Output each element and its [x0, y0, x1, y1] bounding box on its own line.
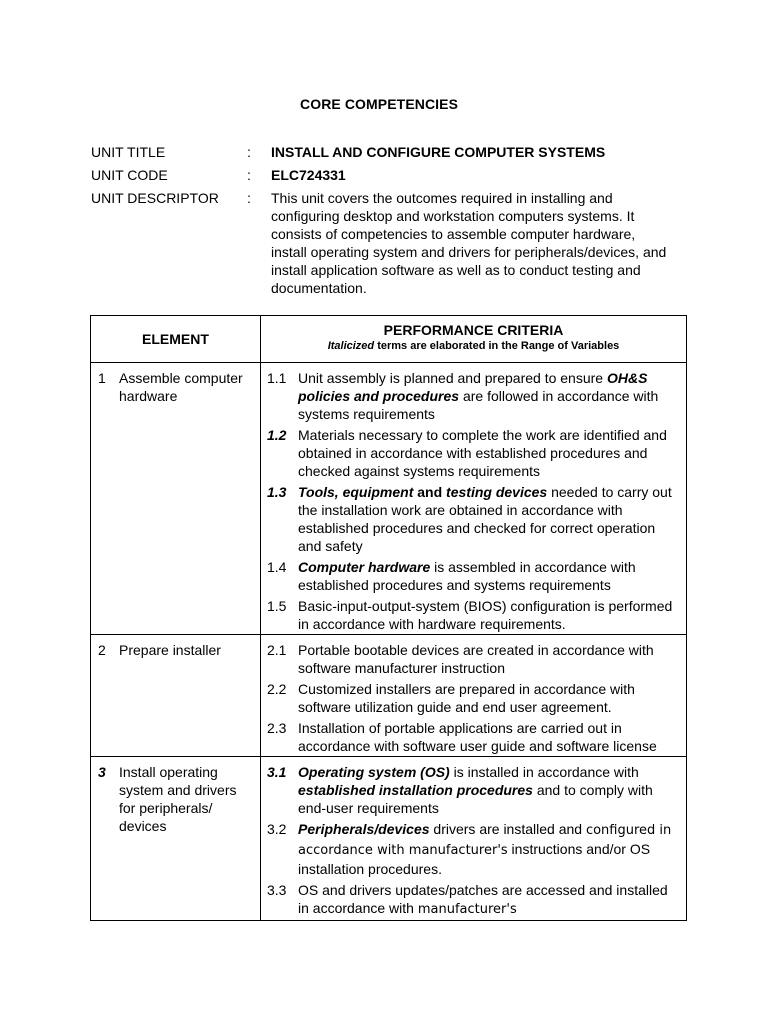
text-part: manufacturer's: [417, 902, 517, 917]
text-part: is assembled in accordance with established procedures and systems requirements: [298, 559, 636, 593]
criterion-text: [298, 558, 682, 594]
element-item: [98, 369, 256, 405]
element-title: Prepare installer: [119, 642, 221, 658]
unit-code-row: [91, 166, 691, 184]
text-part: and to comply with end-user requirements: [298, 782, 653, 816]
criterion-number: 1.4: [267, 559, 287, 575]
criterion-text: Basic-input-output-system (BIOS) configuration is performed in accordance with hardware requirements.: [298, 598, 673, 632]
range-term: testing devices: [446, 484, 548, 500]
criterion: [267, 820, 682, 878]
table-row: [91, 757, 687, 921]
criterion: [267, 558, 682, 594]
criterion-text: Installation of portable applications are carried out in accordance with software user guide and software license: [298, 720, 657, 754]
criterion: [267, 763, 682, 817]
element-cell: [91, 363, 261, 635]
criterion-number: 3.1: [267, 764, 287, 780]
criterion-number: 3.3: [267, 882, 287, 898]
unit-code-value: ELC724331: [271, 167, 346, 183]
criterion: [267, 597, 682, 633]
page-heading: CORE COMPETENCIES: [300, 96, 459, 112]
range-term: established installation procedures: [298, 782, 533, 798]
criteria-cell: [261, 757, 687, 921]
performance-criteria-header: [261, 316, 687, 363]
element-item: [98, 763, 256, 835]
criterion: [267, 369, 682, 423]
unit-descriptor-value: This unit covers the outcomes required in installing and configuring desktop and workstation computers systems. It consists of competencies to assemble computer hardware, install operating system and drivers for peripherals/devices, and install application software as well as to conduct testing and documentation.: [271, 190, 667, 296]
criterion: [267, 483, 682, 555]
text-part: Unit assembly is planned and prepared to ensure: [298, 370, 607, 386]
element-title: Assemble computer hardware: [119, 370, 243, 404]
criterion-text: Materials necessary to complete the work are identified and obtained in accordance with established procedures and checked against systems requirements: [298, 427, 667, 479]
element-number: 1: [98, 370, 106, 386]
text-part: is installed in accordance with: [449, 764, 639, 780]
element-number: 2: [98, 642, 106, 658]
text-part: drivers are installed and: [429, 821, 586, 837]
text-part: instructions and/or OS installation procedures.: [298, 841, 651, 877]
criterion-text: [298, 763, 682, 817]
criterion-number: 1.1: [267, 370, 287, 386]
criterion-number: 3.2: [267, 821, 287, 837]
criterion-number: 1.3: [267, 484, 287, 500]
colon: :: [247, 190, 251, 206]
criterion-text: Portable bootable devices are created in accordance with software manufacturer instruction: [298, 642, 654, 676]
text-part: OS and drivers updates/patches are accessed and installed in accordance with: [298, 882, 668, 916]
criterion: [267, 426, 682, 480]
unit-descriptor-label: UNIT DESCRIPTOR: [91, 190, 219, 206]
range-term: OH&S policies and procedures: [298, 370, 648, 404]
criterion-text: Customized installers are prepared in accordance with software utilization guide and end user agreement.: [298, 681, 635, 715]
table-row: [91, 363, 687, 635]
criterion-number: 1.2: [267, 427, 287, 443]
range-term: Computer hardware: [298, 559, 431, 575]
criterion: [267, 680, 682, 716]
criterion-number: 2.3: [267, 720, 287, 736]
element-number: 3: [98, 764, 106, 780]
element-title: Install operating system and drivers for peripherals/ devices: [119, 764, 237, 834]
criterion: [267, 641, 682, 677]
unit-info: [91, 143, 691, 302]
element-cell: [91, 757, 261, 921]
unit-title-row: [91, 143, 691, 161]
table-row: [91, 635, 687, 757]
element-cell: [91, 635, 261, 757]
criteria-cell: [261, 635, 687, 757]
note-text: terms are elaborated in the Range of Variables: [374, 340, 620, 352]
unit-code-label: UNIT CODE: [91, 167, 168, 183]
text-part: are followed in accordance with systems requirements: [298, 388, 659, 422]
colon: :: [247, 167, 251, 183]
criterion-text: [298, 483, 682, 555]
unit-title-value: INSTALL AND CONFIGURE COMPUTER SYSTEMS: [271, 144, 606, 160]
criterion-text: [298, 820, 682, 878]
range-term: Peripherals/devices: [298, 821, 430, 837]
colon: :: [247, 144, 251, 160]
text-part: and: [413, 484, 447, 500]
performance-criteria-title: PERFORMANCE CRITERIA: [383, 322, 564, 338]
unit-title-label: UNIT TITLE: [91, 144, 166, 160]
criteria-cell: [261, 363, 687, 635]
criterion: [267, 881, 682, 919]
range-term: Tools, equipment: [298, 484, 414, 500]
criterion-text: [298, 881, 682, 919]
criterion: [267, 719, 682, 755]
unit-descriptor-row: [91, 189, 691, 297]
range-of-variables-note: [262, 339, 685, 353]
criterion-number: 1.5: [267, 598, 287, 614]
italicized-word: Italicized: [327, 340, 375, 352]
competency-table: [90, 315, 687, 921]
text-part: configured in accordance with manufacturer's: [298, 823, 672, 858]
element-column-header: ELEMENT: [91, 316, 261, 363]
text-part: needed to carry out the installation work are obtained in accordance with established procedures and checked for correct operation and safety: [298, 484, 672, 554]
criterion-number: 2.2: [267, 681, 287, 697]
element-item: [98, 641, 256, 659]
table-header-row: [91, 316, 687, 363]
criterion-number: 2.1: [267, 642, 287, 658]
range-term: Operating system (OS): [298, 764, 450, 780]
criterion-text: [298, 369, 682, 423]
